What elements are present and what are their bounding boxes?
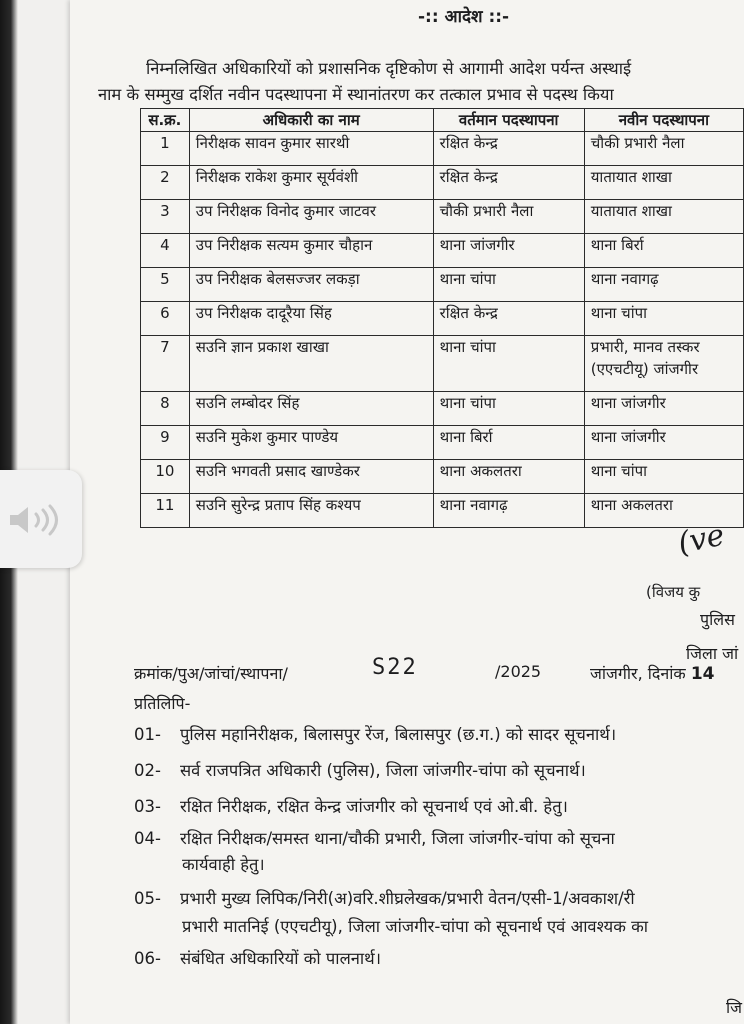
table-row xyxy=(141,166,744,200)
list-item-number: 02- xyxy=(134,761,161,780)
table-row xyxy=(141,460,744,494)
table-row xyxy=(141,336,744,392)
list-item-number: 01- xyxy=(134,725,161,744)
list-item-number: 06- xyxy=(134,949,161,968)
table-row xyxy=(141,268,744,302)
cell-current: थाना चांपा xyxy=(433,336,584,392)
cell-new-line-2: (एएचटीयू) जांजगीर xyxy=(590,360,699,378)
signatory-designation: पुलिस xyxy=(700,610,735,629)
table-row xyxy=(141,234,744,268)
cell-new: यातायात शाखा xyxy=(584,200,743,234)
cell-name: सउनि ज्ञान प्रकाश खाखा xyxy=(189,336,433,392)
table-header-row xyxy=(141,109,744,132)
list-item-number: 05- xyxy=(134,889,161,908)
list-item-text: सर्व राजपत्रित अधिकारी (पुलिस), जिला जांजगीर-चांपा को सूचनार्थ। xyxy=(180,761,586,780)
cell-current: रक्षित केन्द्र xyxy=(433,166,584,200)
cell-new: थाना जांजगीर xyxy=(584,426,743,460)
volume-button[interactable] xyxy=(0,470,82,568)
cell-serial: 1 xyxy=(141,132,190,166)
reference-number: S22 xyxy=(372,655,418,680)
cell-serial: 10 xyxy=(141,460,190,494)
cell-name: उप निरीक्षक विनोद कुमार जाटवर xyxy=(189,200,433,234)
list-item-text: रक्षित निरीक्षक, रक्षित केन्द्र जांजगीर को सूचनार्थ एवं ओ.बी. हेतु। xyxy=(180,797,568,816)
cell-current: चौकी प्रभारी नैला xyxy=(433,200,584,234)
list-item xyxy=(134,758,586,781)
cell-new: चौकी प्रभारी नैला xyxy=(584,132,743,166)
col-current-posting: वर्तमान पदस्थापना xyxy=(433,109,584,132)
transfer-table xyxy=(140,108,744,528)
table-row xyxy=(141,132,744,166)
list-item xyxy=(134,722,616,745)
bottom-text-fragment: जि xyxy=(726,998,743,1017)
cell-serial: 7 xyxy=(141,336,190,392)
intro-line-2: नाम के सम्मुख दर्शित नवीन पदस्थापना में स्थानांतरण कर तत्काल प्रभाव से पदस्थ किया xyxy=(98,85,614,104)
list-item-continuation: प्रभारी मातनिई (एएचटीयू), जिला जांजगीर-चांपा को सूचनार्थ एवं आवश्यक का xyxy=(182,917,649,936)
list-item-number: 04- xyxy=(134,829,161,848)
list-item-number: 03- xyxy=(134,797,161,816)
cell-serial: 11 xyxy=(141,494,190,528)
list-item-text: संबंधित अधिकारियों को पालनार्थ। xyxy=(180,949,381,968)
order-heading: -:: आदेश ::- xyxy=(418,7,510,27)
list-item xyxy=(134,794,568,817)
speaker-volume-icon xyxy=(6,504,70,536)
list-item xyxy=(134,826,615,849)
cell-new xyxy=(584,336,743,392)
intro-line-1: निम्नलिखित अधिकारियों को प्रशासनिक दृष्टिकोण से आगामी आदेश पर्यन्त अस्थाई xyxy=(146,59,632,78)
cell-new: थाना चांपा xyxy=(584,302,743,336)
cell-current: रक्षित केन्द्र xyxy=(433,302,584,336)
col-officer-name: अधिकारी का नाम xyxy=(189,109,433,132)
cell-name: निरीक्षक राकेश कुमार सूर्यवंशी xyxy=(189,166,433,200)
cell-serial: 8 xyxy=(141,392,190,426)
col-serial: स.क्र. xyxy=(141,109,190,132)
list-item-text: पुलिस महानिरीक्षक, बिलासपुर रेंज, बिलासपुर (छ.ग.) को सादर सूचनार्थ। xyxy=(180,725,617,744)
table-row xyxy=(141,302,744,336)
list-item-text: प्रभारी मुख्य लिपिक/निरी(अ)वरि.शीघ्रलेखक/प्रभारी वेतन/एसी-1/अवकाश/री xyxy=(180,889,635,908)
cell-name: सउनि सुरेन्द्र प्रताप सिंह कश्यप xyxy=(189,494,433,528)
signature-mark: (ve xyxy=(674,517,728,562)
cell-new: थाना नवागढ़ xyxy=(584,268,743,302)
cell-name: उप निरीक्षक दादूरैया सिंह xyxy=(189,302,433,336)
cell-name: सउनि मुकेश कुमार पाण्डेय xyxy=(189,426,433,460)
date-value: 14 xyxy=(690,664,715,684)
col-new-posting: नवीन पदस्थापना xyxy=(584,109,743,132)
cell-serial: 3 xyxy=(141,200,190,234)
copy-heading: प्रतिलिपि- xyxy=(134,694,191,713)
reference-year: /2025 xyxy=(495,662,542,681)
table-row xyxy=(141,426,744,460)
table-row xyxy=(141,200,744,234)
cell-current: थाना जांजगीर xyxy=(433,234,584,268)
cell-current: थाना अकलतरा xyxy=(433,460,584,494)
cell-name: सउनि भगवती प्रसाद खाण्डेकर xyxy=(189,460,433,494)
cell-new: यातायात शाखा xyxy=(584,166,743,200)
table-row xyxy=(141,494,744,528)
cell-serial: 5 xyxy=(141,268,190,302)
cell-current: रक्षित केन्द्र xyxy=(433,132,584,166)
table-row xyxy=(141,392,744,426)
list-item-continuation: कार्यवाही हेतु। xyxy=(182,855,265,874)
reference-prefix: क्रमांक/पुअ/जांचां/स्थापना/ xyxy=(134,664,288,683)
signatory-district: जिला जां xyxy=(686,644,739,663)
cell-name: उप निरीक्षक सत्यम कुमार चौहान xyxy=(189,234,433,268)
cell-name: निरीक्षक सावन कुमार सारथी xyxy=(189,132,433,166)
cell-current: थाना चांपा xyxy=(433,268,584,302)
cell-new: थाना चांपा xyxy=(584,460,743,494)
list-item xyxy=(134,886,635,909)
cell-serial: 2 xyxy=(141,166,190,200)
cell-serial: 4 xyxy=(141,234,190,268)
cell-new-line-1: प्रभारी, मानव तस्कर xyxy=(590,338,700,356)
cell-current: थाना नवागढ़ xyxy=(433,494,584,528)
cell-current: थाना बिर्रा xyxy=(433,426,584,460)
cell-new: थाना अकलतरा xyxy=(584,494,743,528)
reference-date xyxy=(590,662,714,684)
list-item-text: रक्षित निरीक्षक/समस्त थाना/चौकी प्रभारी, जिला जांजगीर-चांपा को सूचना xyxy=(180,829,615,848)
cell-serial: 6 xyxy=(141,302,190,336)
list-item xyxy=(134,946,381,969)
cell-current: थाना चांपा xyxy=(433,392,584,426)
cell-new: थाना जांजगीर xyxy=(584,392,743,426)
cell-new: थाना बिर्रा xyxy=(584,234,743,268)
signatory-name: (विजय कु xyxy=(646,583,701,601)
cell-name: उप निरीक्षक बेलसज्जर लकड़ा xyxy=(189,268,433,302)
cell-name: सउनि लम्बोदर सिंह xyxy=(189,392,433,426)
cell-serial: 9 xyxy=(141,426,190,460)
date-label: जांजगीर, दिनांक xyxy=(590,664,686,683)
